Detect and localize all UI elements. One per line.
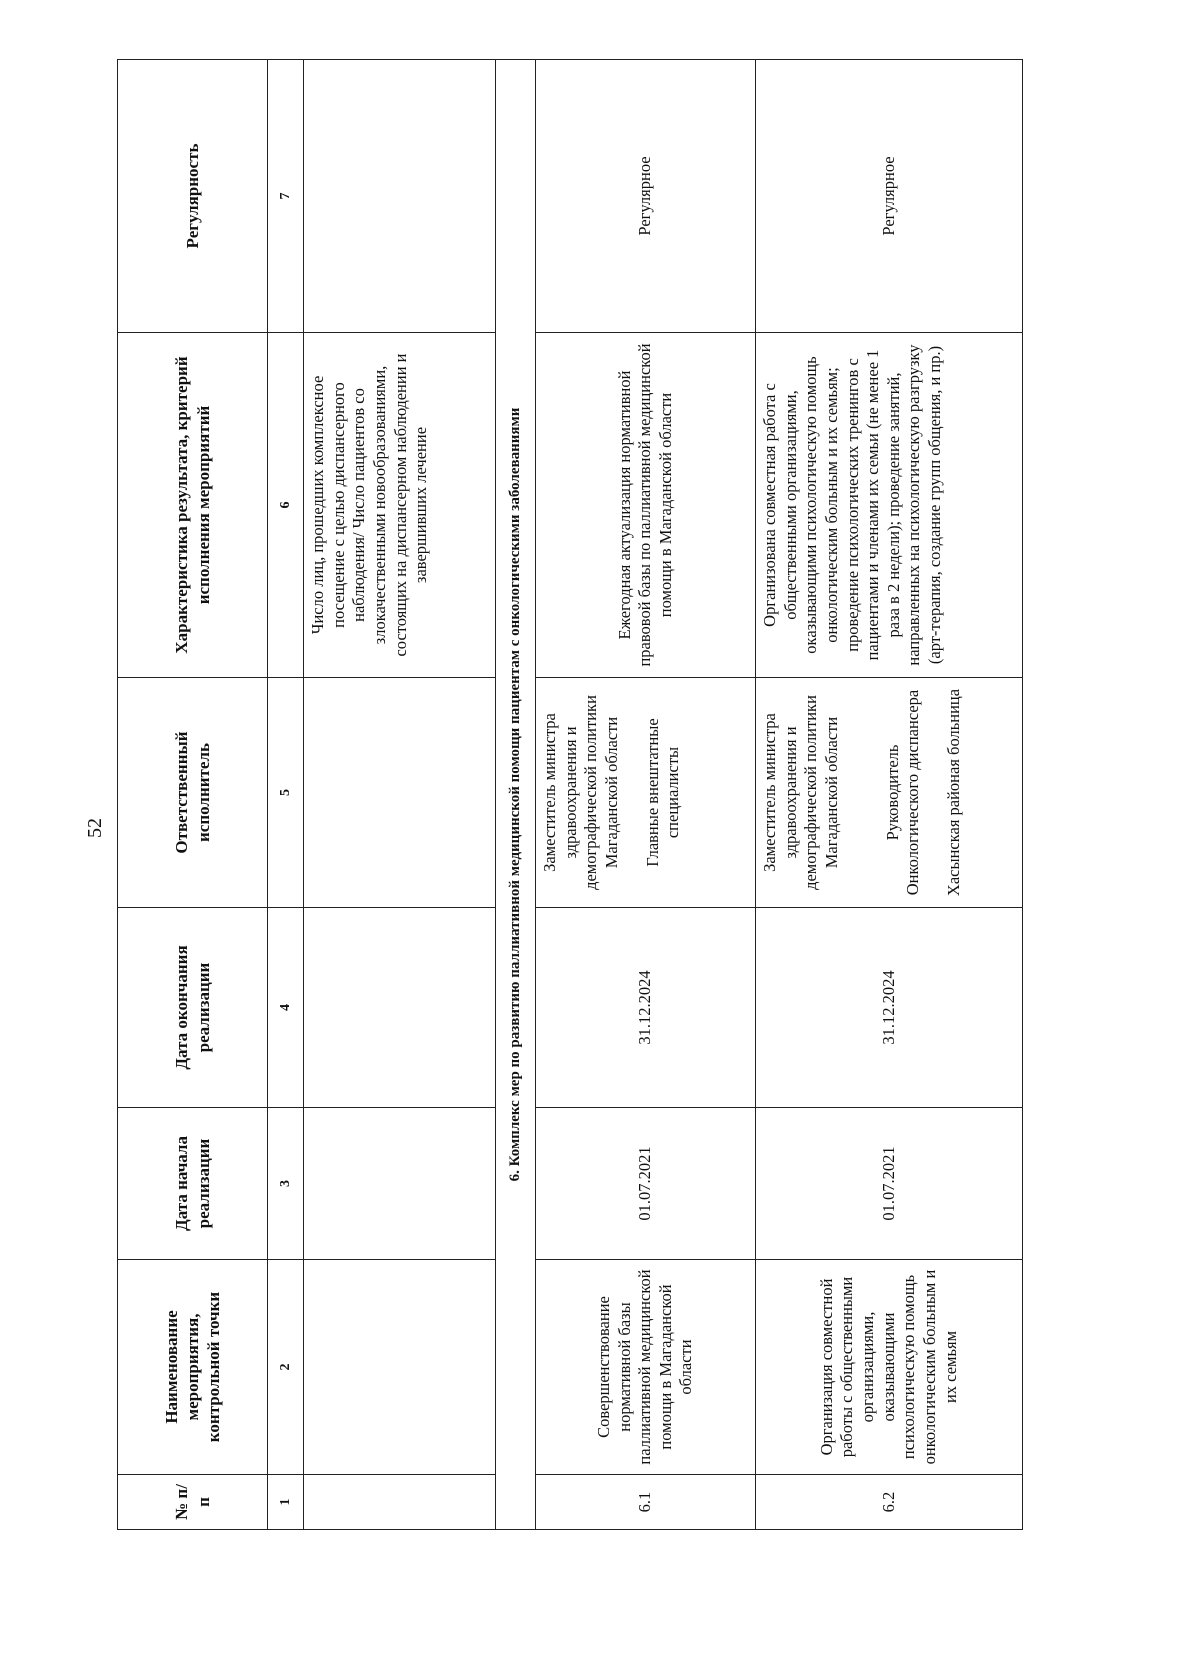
header-end-date: Дата окончания реализации — [118, 908, 268, 1108]
table-row — [756, 60, 1023, 1530]
column-number-row — [268, 60, 304, 1530]
row-name: Совершенствование нормативной базы паллиативной медицинской помощи в Магаданской области — [536, 1260, 756, 1475]
cell-empty — [304, 1475, 496, 1530]
header-num: № п/п — [118, 1475, 268, 1530]
column-number: 7 — [268, 60, 304, 333]
row-end-date: 31.12.2024 — [756, 908, 1023, 1108]
section-row — [496, 60, 536, 1530]
row-start-date: 01.07.2021 — [756, 1108, 1023, 1260]
header-name: Наименование мероприятия, контрольной точки — [118, 1260, 268, 1475]
row-num: 6.2 — [756, 1475, 1023, 1530]
rotated-table-container — [117, 60, 1022, 1530]
row-regularity: Регулярное — [536, 60, 756, 333]
plan-table — [117, 59, 1023, 1530]
page-number: 52 — [84, 818, 106, 838]
header-regularity: Регулярность — [118, 60, 268, 333]
column-number: 6 — [268, 333, 304, 678]
header-result: Характеристика результата, критерий исполнения мероприятий — [118, 333, 268, 678]
cell-empty — [304, 678, 496, 908]
row-name: Организация совместной работы с общественными организациями, оказывающими психологическую помощь онкологическим больным и их семьям — [756, 1260, 1023, 1475]
responsible-line: Заместитель министра здравоохранения и демографической политики Магаданской области — [540, 695, 621, 890]
row-regularity: Регулярное — [756, 60, 1023, 333]
table-row — [536, 60, 756, 1530]
row-responsible — [536, 678, 756, 908]
row-result: Организована совместная работа с общественными организациями, оказывающими психологическую помощь онкологическим больным и их семьям; проведение психологических тренингов с пациентами и членами их семьи (не менее 1 раза в 2 недели); проведение занятий, направленных на психологическую разгрузку (арт-терапия, создание групп общения, и пр.) — [756, 333, 1023, 678]
header-start-date: Дата начала реализации — [118, 1108, 268, 1260]
continued-result: Число лиц, прошедших комплексное посещение с целью диспансерного наблюдения/ Число пациентов со злокачественными новообразованиями, состоящих на диспансерном наблюдении и завершивших лечение — [304, 333, 496, 678]
cell-empty — [304, 60, 496, 333]
row-end-date: 31.12.2024 — [536, 908, 756, 1108]
row-start-date: 01.07.2021 — [536, 1108, 756, 1260]
responsible-line: Руководитель Онкологического диспансера — [882, 689, 923, 896]
section-title: 6. Комплекс мер по развитию паллиативной медицинской помощи пациентам с онкологическими заболеваниями — [496, 60, 536, 1530]
column-number: 4 — [268, 908, 304, 1108]
continued-row — [304, 60, 496, 1530]
cell-empty — [304, 908, 496, 1108]
cell-empty — [304, 1260, 496, 1475]
responsible-line: Главные внештатные специалисты — [642, 718, 683, 867]
responsible-line: Хасынская районая больница — [943, 688, 963, 897]
column-number: 1 — [268, 1475, 304, 1530]
responsible-line: Заместитель министра здравоохранения и демографической политики Магаданской области — [760, 695, 841, 890]
column-number: 3 — [268, 1108, 304, 1260]
row-result: Ежегодная актуализация нормативной правовой базы по паллиативной медицинской помощи в Магаданской области — [536, 333, 756, 678]
header-responsible: Ответственный исполнитель — [118, 678, 268, 908]
header-row — [118, 60, 268, 1530]
row-num: 6.1 — [536, 1475, 756, 1530]
cell-empty — [304, 1108, 496, 1260]
column-number: 5 — [268, 678, 304, 908]
row-responsible — [756, 678, 1023, 908]
column-number: 2 — [268, 1260, 304, 1475]
